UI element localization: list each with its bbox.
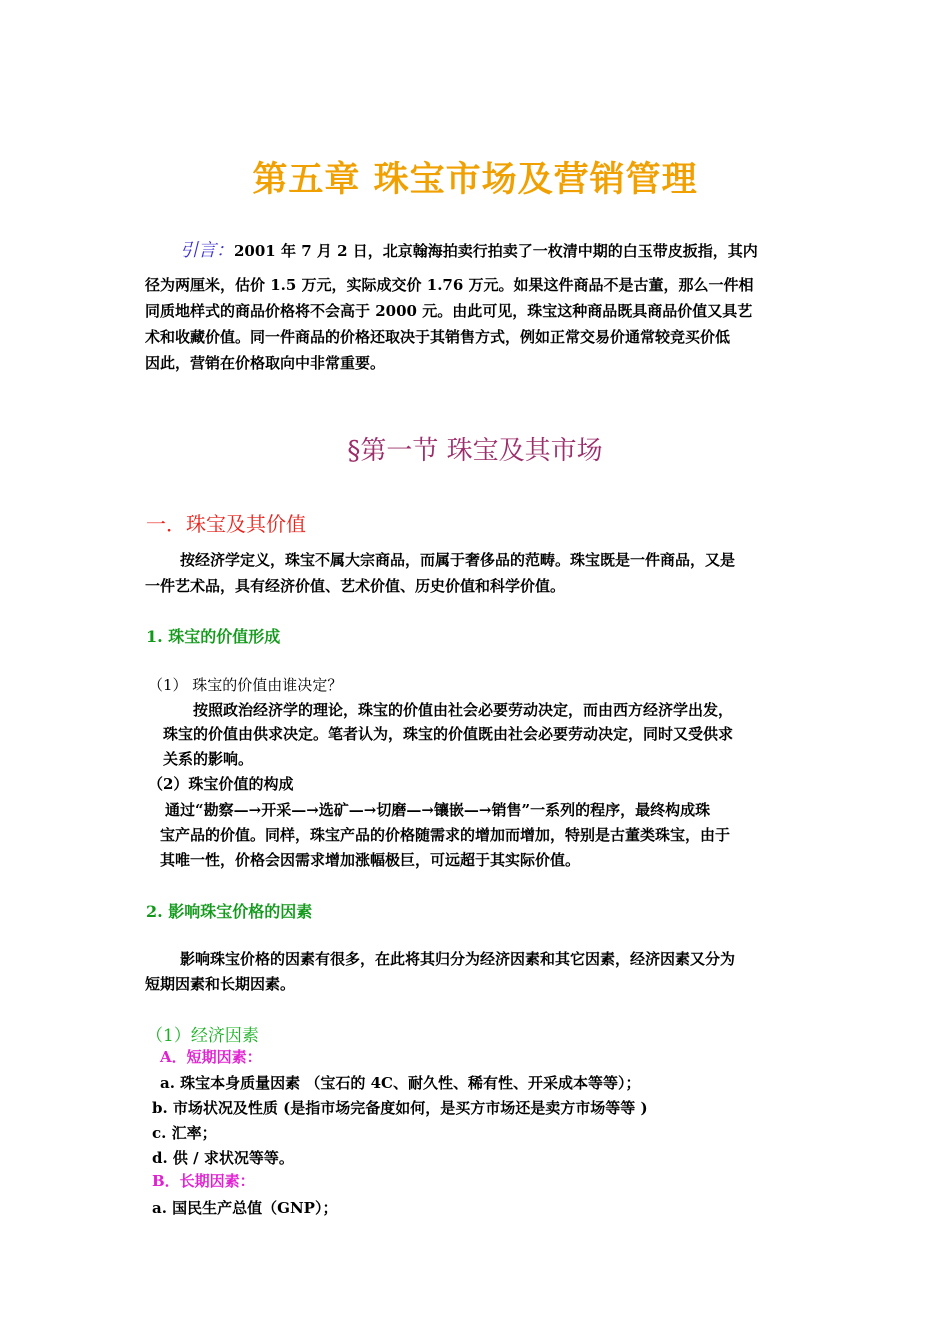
q2-line-1: 通过“勘察—→开采—→选矿—→切磨—→镶嵌—→销售”一系列的程序，最终构成珠 [165,801,711,819]
short-item-d: d. 供 / 求状况等等。 [152,1149,294,1167]
short-item-b: b. 市场状况及性质 (是指市场完备度如何，是买方市场还是卖方市场等等 ) [152,1099,648,1117]
short-term-label: A．短期因素： [160,1048,262,1066]
factors-line-2: 短期因素和长期因素。 [145,975,296,993]
sub1-line-1: 按经济学定义，珠宝不属大宗商品，而属于奢侈品的范畴。珠宝既是一件商品，又是 [180,551,736,569]
long-item-a: a. 国民生产总值（GNP）； [152,1199,338,1217]
short-item-c: c. 汇率； [152,1124,217,1142]
q2-line-3: 其唯一性，价格会因需求增加涨幅极巨，可远超于其实际价值。 [160,851,581,869]
subsection-heading: 一．珠宝及其价值 [146,512,306,536]
q1-heading: （1） 珠宝的价值由谁决定？ [148,676,343,694]
long-term-label: B．长期因素： [152,1172,255,1190]
q1-line-3: 关系的影响。 [163,750,254,768]
heading-price-factors: 2. 影响珠宝价格的因素 [146,902,313,921]
intro-line-3: 同质地样式的商品价格将不会高于 2000 元。由此可见，珠宝这种商品既具商品价值又具艺 [145,302,753,320]
intro-line-2: 径为两厘米，估价 1.5 万元，实际成交价 1.76 万元。如果这件商品不是古董，那么一件相 [145,276,754,294]
intro-label: 引言： [180,240,234,261]
chapter-title: 第五章 珠宝市场及营销管理 [252,159,698,200]
factors-line-1: 影响珠宝价格的因素有很多，在此将其归分为经济因素和其它因素，经济因素又分为 [180,950,736,968]
heading-value-formation: 1. 珠宝的价值形成 [146,627,281,646]
intro-line-4: 术和收藏价值。同一件商品的价格还取决于其销售方式，例如正常交易价通常较竞买价低 [145,328,731,346]
short-item-a: a. 珠宝本身质量因素 （宝石的 4C、耐久性、稀有性、开采成本等等）； [160,1074,641,1092]
q2-line-2: 宝产品的价值。同样，珠宝产品的价格随需求的增加而增加，特别是古董类珠宝，由于 [160,826,731,844]
econ-heading: （1）经济因素 [146,1026,259,1046]
q2-heading: （2）珠宝价值的构成 [148,775,294,793]
intro-line-5: 因此，营销在价格取向中非常重要。 [145,354,386,372]
q1-line-1: 按照政治经济学的理论，珠宝的价值由社会必要劳动决定，而由西方经济学出发， [193,701,734,719]
q1-line-2: 珠宝的价值由供求决定。笔者认为，珠宝的价值既由社会必要劳动决定，同时又受供求 [163,725,734,743]
section-title: §第一节 珠宝及其市场 [347,436,603,466]
sub1-line-2: 一件艺术品，具有经济价值、艺术价值、历史价值和科学价值。 [145,577,566,595]
intro-line-1: 引言：2001 年 7 月 2 日，北京翰海拍卖行拍卖了一枚清中期的白玉带皮扳指，其内 [180,240,758,261]
